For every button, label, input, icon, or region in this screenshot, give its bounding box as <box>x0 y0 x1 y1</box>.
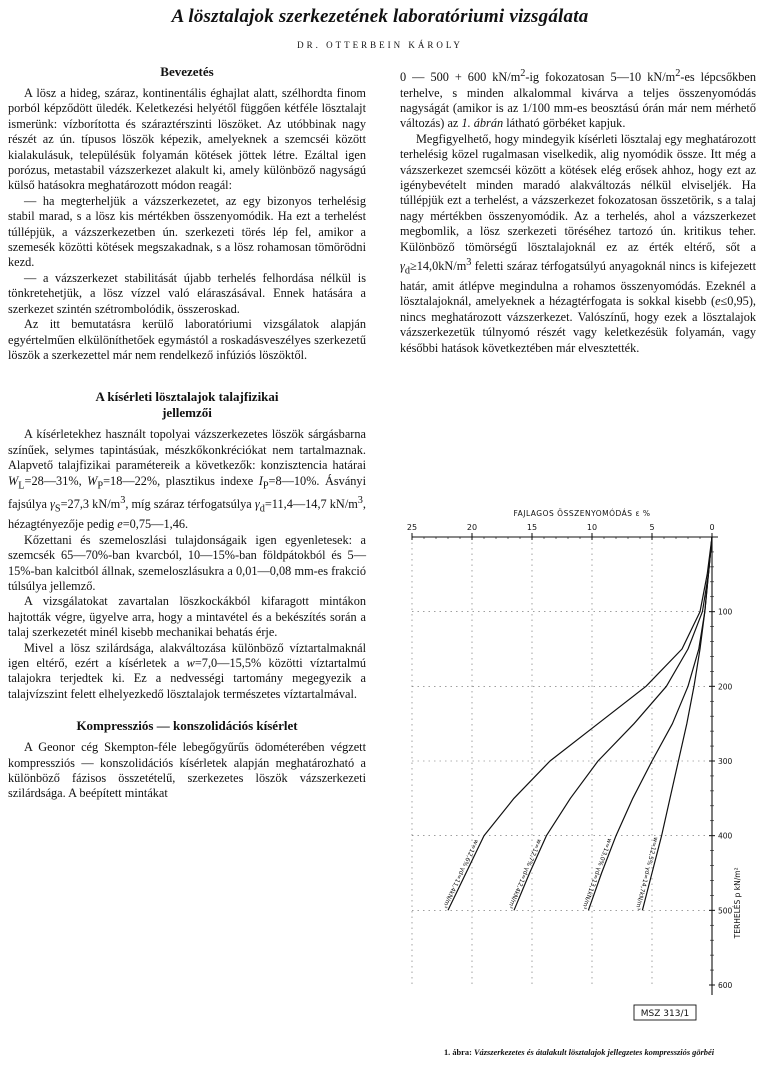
x-tick-label: 25 <box>406 523 418 532</box>
paragraph-water: — a vázszerkezet stabilitását újabb terhelés felhordása nélkül is tönkretehetjük, a lösz vízzel való eláraszásával. Ennek hatására a szerkezet szintén szétrombolódik, összeroskad. <box>8 270 366 316</box>
x-axis-label: FAJLAGOS ÖSSZENYOMÓDÁS ε % <box>513 509 651 518</box>
y-tick-label: 500 <box>718 906 733 916</box>
curve-label-3: w=13,0% γd=13,1kN/m³ <box>580 837 613 910</box>
right-column <box>400 66 756 356</box>
heading-intro: Bevezetés <box>160 64 214 79</box>
figure-caption <box>398 1048 760 1058</box>
paragraph-observation: Megfigyelhető, hogy mindegyik kísérleti lösztalaj egy meghatározott terhelésig közel rugalmasan viselkedik, alig nyomódik össze. Itt még a vázszerkezet szemcséi között a kötések elég erősek ahhoz, hogy ezt az igénybevételt minden maradó alakváltozás nélkül elviseljék. Ha túllépjük ezt a terhelést, a vázszerkezet fokozatosan összetörik, s a talaj nagy mértékben összenyomódik. Az a terhelés, ahol a vázszerkezet megbomlik, a lösz szerkezeti töréséhez tartozó ún. kritikus teher. Különböző tömörségű lösztalajoknál ez az érték eltérő, sőt a $\gamma_d\ge 14,0kN/m^3$ feletti száraz térfogatsúlyú anyagoknál nincs is kifejezett határ, amit átlépve megindulna a rohamos összenyomódás. Ezeknél a lösztalajoknál, amelyeknek a hézagtérfogata is sokkal kisebb (e≤0,95), nincs meghatározott vázszerkezet. Valószínű, hogy ezek a lösztalajok vázszerkezetük túlnyomó részét vagy keletkezésük folyamán, vagy későbbi hatások következtében már elvesztették. <box>400 131 756 355</box>
article-title: A lösztalajok szerkezetének laboratóriumi vizsgálata <box>171 6 589 27</box>
y-tick-label: 200 <box>718 682 733 692</box>
x-tick-label: 5 <box>649 523 655 532</box>
left-column <box>8 64 366 802</box>
caption-lead: 1. ábra: <box>443 1048 472 1057</box>
paragraph-composition: Kőzettani és szemeloszlási tulajdonságaik igen egyenletesek: a szemcsék 65—70%-ban kvarcból, 10—15%-ban földpátokból és 5—15%-ban kalcitból állnak, szemeloszlásukra a 0,01—0,08 mm-es frakció túlsúlya jellemző. <box>8 532 366 593</box>
y-tick-label: 400 <box>718 831 733 841</box>
x-tick-label: 10 <box>586 523 598 532</box>
paragraph-loading-steps: 0 — 500 + 600 $kN/m^2-ig$ fokozatosan 5—10 $kN/m^2-es$ lépcsőkben terhelve, s minden alkalommal kivárva a teljes összenyomódás nagyságát (amikor is az 1/100 mm-es beosztású órán már nem mérhető változás) az 1. ábrán látható görbéket kapjuk. <box>400 68 756 131</box>
y-tick-label: 600 <box>718 981 733 990</box>
caption-text: Vázszerkezetes és átalakult lösztalajok jellegzetes kompressziós görbéi <box>471 1048 715 1057</box>
paragraph-summary: Az itt bemutatásra kerülő laboratóriumi vizsgálatok alapján egyértelműen elkülöníthetőek egymástól a roskadásveszélyes szerkezetű löszök a szerkezettel már nem rendelkező infúziós löszöktől. <box>8 317 366 362</box>
y-tick-label: 100 <box>718 607 733 617</box>
article-author: DR. OTTERBEIN KÁROLY <box>297 40 463 50</box>
heading-compression: Kompressziós — konszolidációs kísérlet <box>76 718 298 734</box>
compression-chart <box>398 505 760 1050</box>
compression-chart-svg <box>398 505 760 1050</box>
curve-label-1: w=12,6% γd=11,4kN/m³ <box>440 838 480 909</box>
compression-curve-2 <box>514 537 712 910</box>
curve-label-4: w=12,5% γd=14,7kN/m³ <box>633 836 660 911</box>
y-axis-label: TERHELÉS p kN/m² <box>733 867 742 939</box>
heading-soil-physics: A kísérleti lösztalajok talajfizikai jellemzői <box>95 389 279 421</box>
paragraph-parameters: A kísérletekhez használt topolyai vázszerkezetes löszök sárgásbarna színűek, selymes tapintásúak, mészkőkonkréciókat nem tartalmaznak. Alapvető talajfizikai paramétereik a következők: konzisztencia határai $W_L=28—31\%$, $W_P=18—22\%$, plasztikus indexe $I_P=8—10\%$. Ásványi fajsúlya $\gamma_S=27,3$ $kN/m^3$, míg száraz térfogatsúlya $\gamma_d=11,4—14,7$ $kN/m^3$, hézagtényezője pedig e=0,75—1,46. <box>8 427 366 532</box>
paragraph-load: — ha megterheljük a vázszerkezetet, az egy bizonyos terhelésig stabil marad, s a lösz kis mértékben összenyomódik. Ha ezt a terhelést túllépjük, a vázszerkezetben ún. szerkezeti törés lép fel, amikor a szemesék közötti kötések megszakadnak, s a lösz rohamosan tömörödni kezd. <box>8 193 366 270</box>
paragraph-moisture: Mivel a lösz szilárdsága, alakváltozása különböző víztartalmaknál igen eltérő, ezért a kísérletek a w=7,0—15,5% közötti víztartalmú talajokra terjedtek ki. Ez a nedvességi tartomány megegyezik a talajvízszint felett elhelyezkedő lösztalajok természetes víztartalmával. <box>8 640 366 701</box>
stamp-label: MSZ 313/1 <box>640 1009 690 1019</box>
paragraph-samples: A vizsgálatokat zavartalan löszkockákból kifaragott mintákon hajtották végre, ügyelve arra, hogy a mintavétel és a bekészítés során a talaj szerkezetét minél kisebb mechanikai behatás érje. <box>8 594 366 640</box>
x-tick-label: 20 <box>466 523 478 532</box>
x-tick-label: 15 <box>526 523 538 532</box>
paragraph-intro: A lösz a hideg, száraz, kontinentális éghajlat alatt, szélhordta finom porból képződött üledék. Keletkezési helyétől függően kétféle lösztalajt ismerünk: vízborította és száraztérszinti löszöket. Az utóbbinak nagy részét az ún. típusos löszök képezik, amelyeknek a szemcséi között kialakulásuk, településük folyamán kötések jöttek létre. Ezáltal igen porózus, metastabil vázszerkezet alakult ki, amely különböző nagyságú külső hatásokra meghatározott módon reagál: <box>8 86 366 193</box>
x-tick-label: 0 <box>709 523 715 532</box>
paragraph-geonor: A Geonor cég Skempton-féle lebegőgyűrűs ödométerében végzett kompressziós — konszolidációs kísérletek alapján meghatározható a különböző fázisos összetételű, szerkezetes löszök vázszerkezeti szilárdsága. A beépített mintákat <box>8 740 366 801</box>
y-tick-label: 300 <box>718 757 733 766</box>
curve-label-2: w=12,7% γd=12,4kN/m³ <box>506 837 543 910</box>
